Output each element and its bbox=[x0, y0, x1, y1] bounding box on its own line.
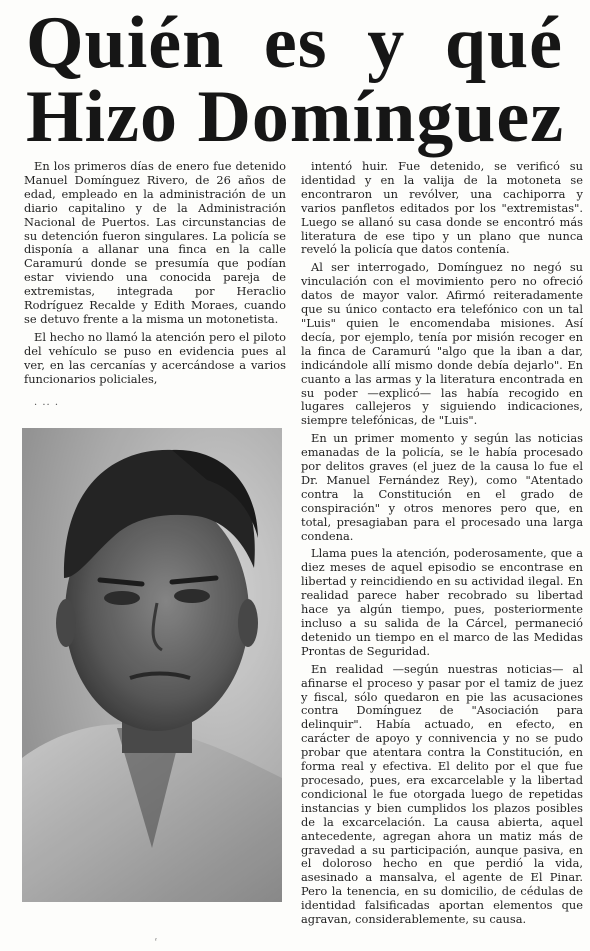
article-paragraph: En un primer momento y según las noticias emanadas de la policía, se le había procesado por delitos graves (el juez de la causa lo fue el Dr. Manuel Fernández Rey), como "Atentado contra la Constitución en el grado de conspiración" y otros menores pero que, en total, presagiaban para el procesado una larga condena. bbox=[301, 431, 583, 543]
portrait-photo-image bbox=[22, 428, 282, 902]
article-column-right bbox=[301, 160, 583, 946]
headline bbox=[26, 2, 571, 158]
article-paragraph: Al ser interrogado, Domínguez no negó su vinculación con el movimiento pero no ofreció datos de mayor valor. Afirmó reiteradamente que su único contacto era telefónico con un tal "Luis" quien le encomendaba misiones. Así decía, por ejemplo, tenía por misión recoger en la finca de Caramurú "algo que la iban a dar, indicándole allí mismo donde debía dejarlo". En cuanto a las armas y la literatura encontrada en su poder —explicó— las había recogido en lugares callejeros y siguiendo indicaciones, siempre telefónicas, de "Luis". bbox=[301, 260, 583, 428]
headline-line-1: Quién es y qué bbox=[26, 2, 563, 84]
headline-line-2: Hizo Domínguez bbox=[26, 76, 565, 158]
ornament-mark-icon: · ·· · bbox=[34, 400, 60, 411]
portrait-photo bbox=[22, 428, 282, 902]
article-column-left bbox=[24, 160, 286, 391]
article-paragraph: En los primeros días de enero fue detenido Manuel Domínguez Rivero, de 26 años de edad, empleado en la administración de un diario capitalino y de la Administración Nacional de Puertos. Las circunstancias de su detención fueron singulares. La policía se disponía a allanar una finca en la calle Caramurú donde se presumía que podían estar viviendo una conocida pareja de extremistas, integrada por Heraclio Rodríguez Recalde y Edith Moraes, cuando se detuvo frente a la misma un motonetista. bbox=[24, 159, 286, 326]
article-paragraph: Llama pues la atención, poderosamente, que a diez meses de aquel episodio se encontrase en libertad y reincidiendo en su actividad ilegal. En realidad parece haber recobrado su libertad hace ya algún tiempo, pues, posteriormente incluso a su salida de la Cárcel, permaneció detenido un tiempo en el marco de las Medidas Prontas de Seguridad. bbox=[301, 546, 583, 658]
article-paragraph: El hecho no llamó la atención pero el piloto del vehículo se puso en evidencia pues al ver, en las cercanías y acercándose a varios funcionarios policiales, bbox=[24, 329, 286, 386]
article-paragraph: intentó huir. Fue detenido, se verificó su identidad y en la valija de la motoneta se encontraron un revólver, una cachiporra y varios panfletos editados por los "extremistas". Luego se allanó su casa donde se encontró más literatura de ese tipo y un plano que nunca reveló la policía que datos contenía. bbox=[301, 160, 583, 257]
article-paragraph: En realidad —según nuestras noticias— al afinarse el proceso y pasar por el tamiz de juez y fiscal, sólo quedaron en pie las acusaciones contra Domínguez de "Asociación para delinquir". Había actuado, en efecto, en carácter de apoyo y connivencia y no se pudo probar que atentara contra la Constitución, en forma real y efectiva. El delito por el que fue procesado, pues, era excarcelable y la libertad condicional le fue otorgada luego de repetidas instancias y bien cumplidos los plazos posibles de la excarcelación. La causa abierta, aquel antecedente, agregan ahora un matiz más de gravedad a su participación, aunque pasiva, en el doloroso hecho en que perdió la vida, asesinado a mansalva, el agente de El Pinar. Pero la tenencia, en su domicilio, de cédulas de identidad falsificadas aportan elementos que agravan, considerablemente, su causa. bbox=[301, 661, 583, 927]
